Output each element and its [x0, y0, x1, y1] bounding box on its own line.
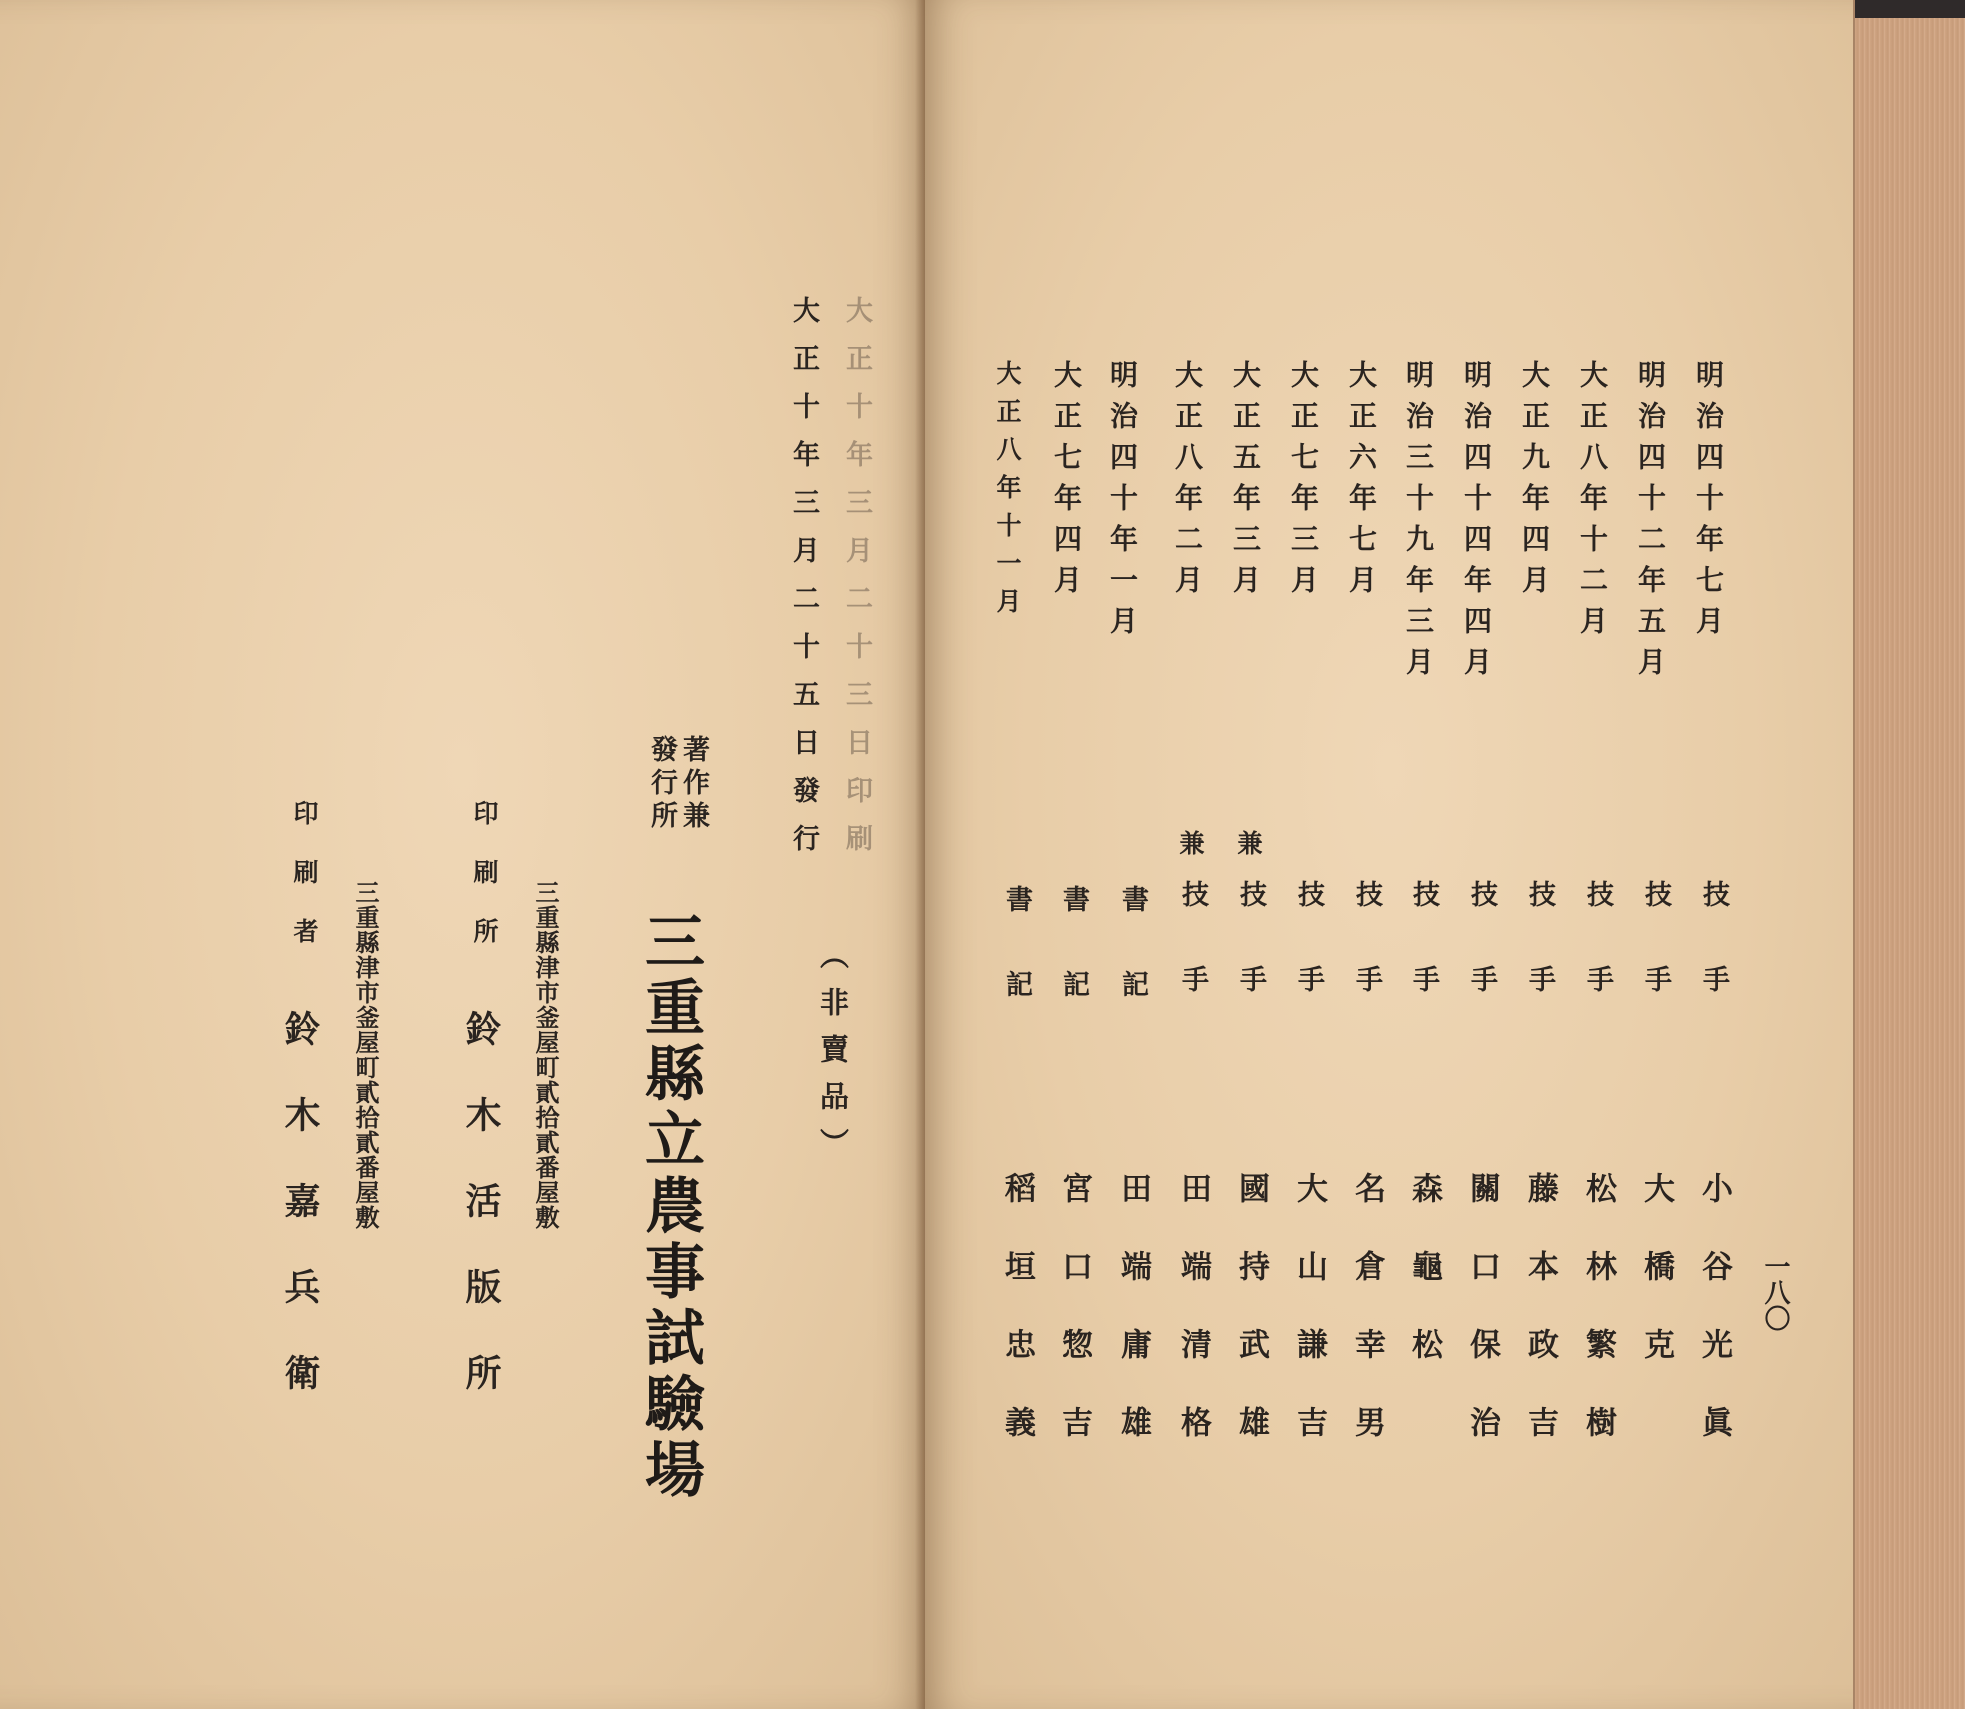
author-label-2: 發行所	[646, 735, 677, 834]
staff-position: 技手	[1235, 880, 1266, 1050]
staff-position: 書記	[1058, 885, 1089, 1055]
staff-position: 技手	[1408, 880, 1439, 1050]
staff-date: 大正八年二月	[1171, 360, 1204, 606]
staff-date: 大正八年十一月	[993, 360, 1022, 626]
page-edges	[1853, 0, 1965, 1709]
staff-date: 明治四十年七月	[1692, 360, 1725, 647]
staff-position: 技手	[1698, 880, 1729, 1050]
staff-date: 明治三十九年三月	[1402, 360, 1435, 688]
staff-position: 技手	[1640, 880, 1671, 1050]
staff-name: 名倉幸男	[1349, 1172, 1385, 1484]
staff-position: 技手	[1351, 880, 1382, 1050]
staff-prefix: 兼	[1176, 830, 1205, 855]
staff-name: 松林繁樹	[1580, 1172, 1616, 1484]
staff-name: 國持武雄	[1233, 1172, 1269, 1484]
staff-date: 明治四十二年五月	[1634, 360, 1667, 688]
publisher-name: 三重縣立農事試驗場	[635, 910, 705, 1504]
staff-date: 明治四十四年四月	[1460, 360, 1493, 688]
staff-name: 宮口惣吉	[1056, 1172, 1092, 1484]
staff-position: 書記	[1001, 885, 1032, 1055]
staff-name: 森龜松	[1406, 1172, 1442, 1406]
printer-address: 三重縣津市釜屋町貳拾貳番屋敷	[531, 880, 560, 1230]
staff-date: 大正七年四月	[1050, 360, 1083, 606]
not-for-sale-label: （非賣品）	[816, 940, 850, 1175]
staff-position: 技手	[1582, 880, 1613, 1050]
staff-position: 技手	[1524, 880, 1555, 1050]
staff-date: 大正九年四月	[1518, 360, 1551, 606]
printed-by-name: 鈴木嘉兵衛	[279, 1010, 321, 1440]
staff-position: 技手	[1177, 880, 1208, 1050]
staff-prefix: 兼	[1234, 830, 1263, 855]
staff-name: 小谷光眞	[1696, 1172, 1732, 1484]
staff-position: 書記	[1117, 885, 1148, 1055]
staff-name: 關口保治	[1464, 1172, 1500, 1484]
issue-date: 大正十年三月二十五日發行	[788, 296, 819, 872]
staff-position: 技手	[1293, 880, 1324, 1050]
staff-name: 田端清格	[1175, 1172, 1211, 1484]
staff-name: 藤本政吉	[1522, 1172, 1558, 1484]
staff-date: 明治四十年一月	[1106, 360, 1139, 647]
printer-label: 印刷所	[470, 800, 499, 977]
author-label-1: 著作兼	[678, 735, 709, 834]
staff-name: 田端庸雄	[1115, 1172, 1151, 1484]
staff-date: 大正六年七月	[1345, 360, 1378, 606]
staff-name: 大山謙吉	[1291, 1172, 1327, 1484]
printer-name: 鈴木活版所	[460, 1010, 502, 1440]
staff-name: 大橋克	[1638, 1172, 1674, 1406]
staff-name: 稻垣忠義	[999, 1172, 1035, 1484]
print-date: 大正十年三月二十三日印刷	[841, 296, 872, 872]
page-number: 一八〇	[1760, 1253, 1790, 1331]
printed-by-address: 三重縣津市釜屋町貳拾貳番屋敷	[351, 880, 380, 1230]
left-page	[0, 0, 925, 1709]
printed-by-label: 印刷者	[290, 800, 319, 977]
staff-date: 大正七年三月	[1287, 360, 1320, 606]
staff-date: 大正五年三月	[1229, 360, 1262, 606]
staff-date: 大正八年十二月	[1576, 360, 1609, 647]
staff-position: 技手	[1466, 880, 1497, 1050]
cover-edge	[1855, 0, 1965, 18]
